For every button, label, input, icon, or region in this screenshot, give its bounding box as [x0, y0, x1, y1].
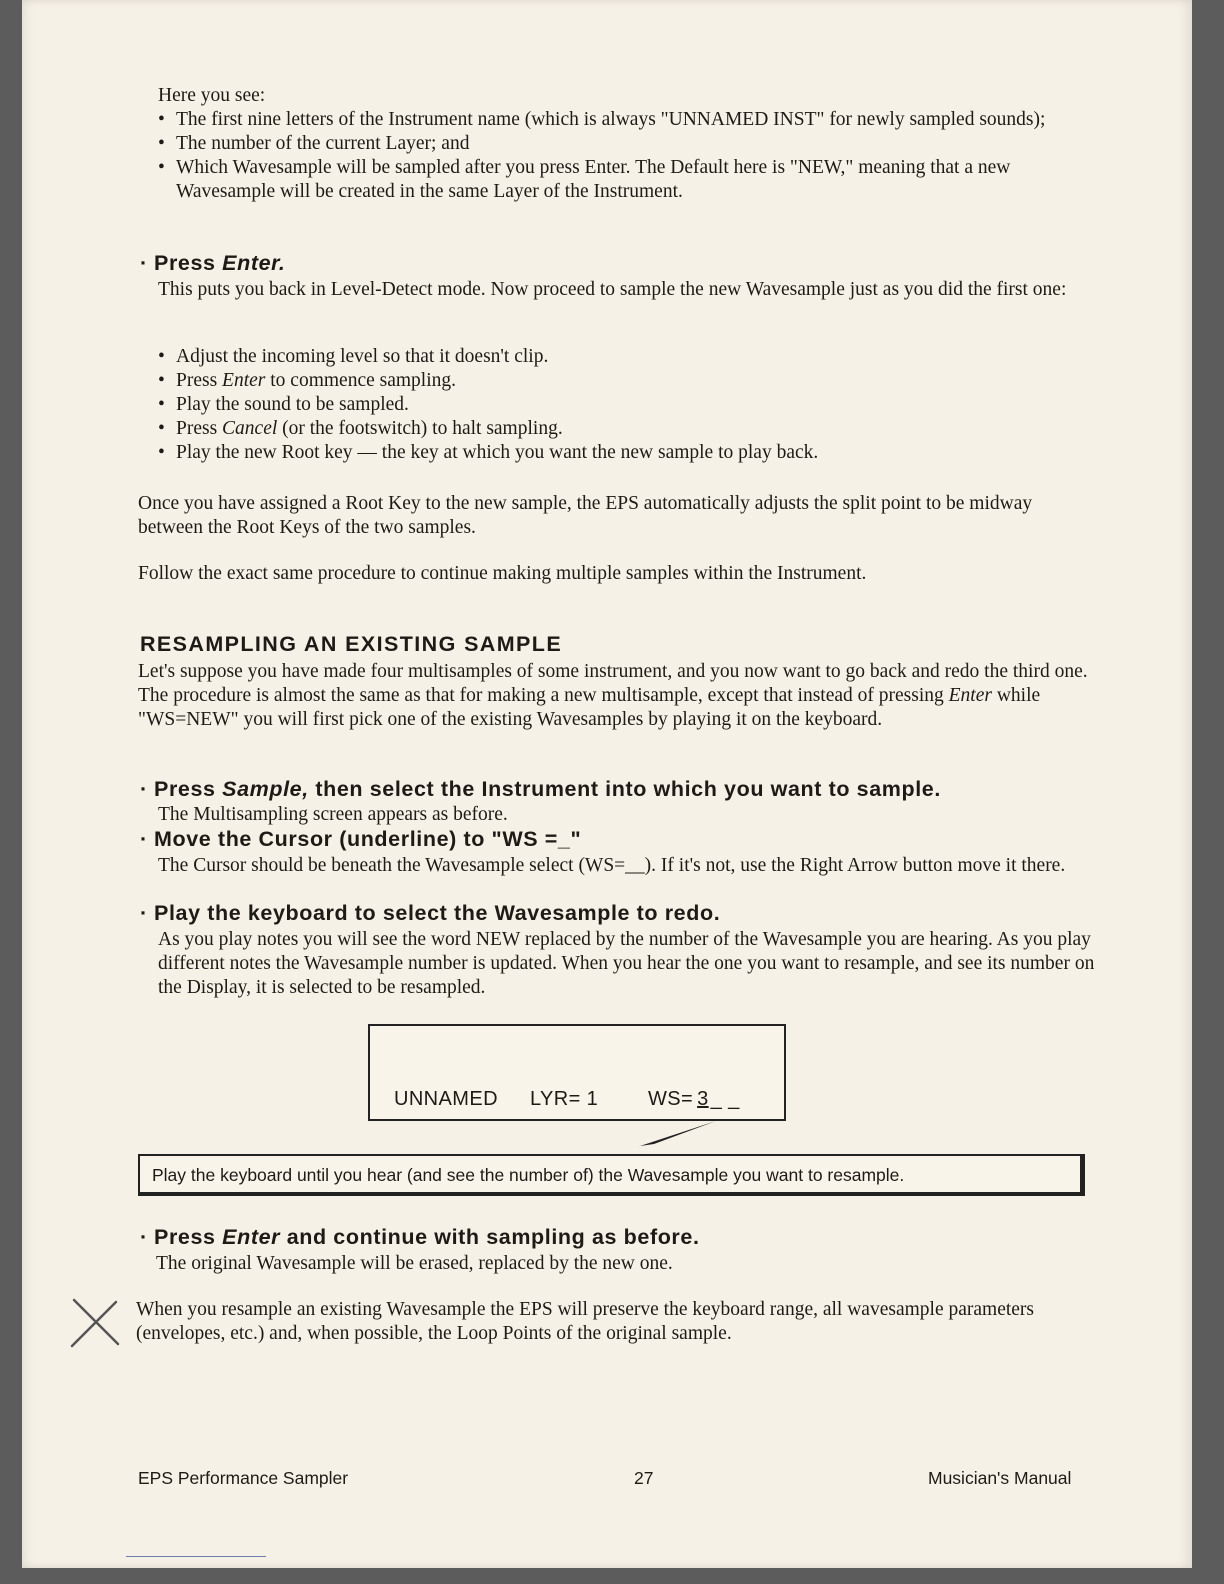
footer-left: EPS Performance Sampler [138, 1468, 349, 1488]
bullet-dot: · [140, 777, 148, 801]
step-press-enter-title [140, 250, 286, 276]
list-item: • Play the new Root key — the key at which you want the new sample to play back. [158, 441, 1098, 465]
step-enter-again-title: · Press Enter and continue with sampling as before. [140, 1225, 700, 1249]
section-heading: RESAMPLING AN EXISTING SAMPLE [140, 632, 563, 656]
list-item: • Play the sound to be sampled. [158, 393, 1098, 417]
bullet-dot: · [140, 251, 148, 275]
callout-pointer [582, 1118, 722, 1158]
step-key: Enter. [222, 251, 286, 275]
caption-text: Play the keyboard until you hear (and see the number of) the Wavesample you want to resample. [152, 1165, 905, 1185]
list-item: • Press Enter to commence sampling. [158, 369, 1098, 393]
manual-page [22, 0, 1192, 1568]
caption-box [138, 1154, 1085, 1196]
step-sample-title: · Press Sample, then select the Instrument into which you want to sample. [140, 777, 941, 801]
lcd-line [394, 1088, 740, 1111]
intro-list [158, 108, 1098, 204]
lcd-ws-label: WS= [648, 1088, 694, 1110]
step-key: Enter [222, 1225, 281, 1249]
callout-pointer-shape [584, 1121, 716, 1154]
step-key: Sample, [222, 777, 309, 801]
handwritten-x-mark [68, 1296, 124, 1348]
list-item: • Adjust the incoming level so that it doesn't clip. [158, 345, 1098, 369]
lcd-cursor-blanks: _ _ [710, 1088, 740, 1110]
para-root-key: Once you have assigned a Root Key to the new sample, the EPS automatically adjusts the split point to be midway between the Root Keys of the two samples. [138, 493, 1033, 538]
step-cursor-body: The Cursor should be beneath the Wavesample select (WS=__). If it's not, use the Right Arrow button move it there. [158, 855, 1066, 876]
step-play-body: As you play notes you will see the word NEW replaced by the number of the Wavesample you are hearing. As you play different notes the Wavesample number is updated. When you hear the one you want to resample, and see its number on the Display, it is selected to be resampled. [158, 929, 1095, 998]
section-intro: Let's suppose you have made four multisamples of some instrument, and you now want to go back and redo the third one. The procedure is almost the same as that for making a new multisample, except that instead of pressing Enter while "WS=NEW" you will first pick one of the existing Wavesamples by playing it on the keyboard. [138, 661, 1088, 730]
para-follow: Follow the exact same procedure to continue making multiple samples within the Instrument. [138, 563, 867, 584]
step-play-title: · Play the keyboard to select the Wavesample to redo. [140, 901, 721, 925]
step-prefix: Press [154, 251, 223, 275]
list-item: • The first nine letters of the Instrument name (which is always "UNNAMED INST" for newly sampled sounds); [158, 108, 1098, 132]
bullet-dot: · [140, 901, 148, 925]
lcd-display [368, 1024, 786, 1121]
step-sample-body: The Multisampling screen appears as before. [158, 804, 508, 825]
bullet-dot: · [140, 827, 148, 851]
para-preserve: When you resample an existing Wavesample the EPS will preserve the keyboard range, all wavesample parameters (envelopes, etc.) and, when possible, the Loop Points of the original sample. [136, 1299, 1035, 1344]
scan-artifact-line [126, 1556, 266, 1557]
intro-lead: Here you see: [158, 85, 266, 106]
intro-block [158, 84, 1098, 204]
step-enter-again-body: The original Wavesample will be erased, replaced by the new one. [156, 1253, 673, 1274]
step-press-enter-body: This puts you back in Level-Detect mode. Now proceed to sample the new Wavesample just as you did the first one: [158, 279, 1067, 300]
list-item: • Press Cancel (or the footswitch) to halt sampling. [158, 417, 1098, 441]
footer-right: Musician's Manual [928, 1468, 1072, 1488]
footer-page-number: 27 [634, 1468, 654, 1488]
lcd-layer: LYR= 1 [530, 1088, 599, 1110]
list-item: • The number of the current Layer; and [158, 132, 1098, 156]
lcd-instrument-name: UNNAMED [394, 1088, 498, 1110]
procedure-list [158, 345, 1098, 465]
list-item: • Which Wavesample will be sampled after you press Enter. The Default here is "NEW," meaning that a new Wavesample will be created in the same Layer of the Instrument. [158, 156, 1098, 204]
step-cursor-title: · Move the Cursor (underline) to "WS =_" [140, 827, 582, 851]
lcd-ws-value: 3 [697, 1088, 709, 1110]
bullet-dot: · [140, 1225, 148, 1249]
